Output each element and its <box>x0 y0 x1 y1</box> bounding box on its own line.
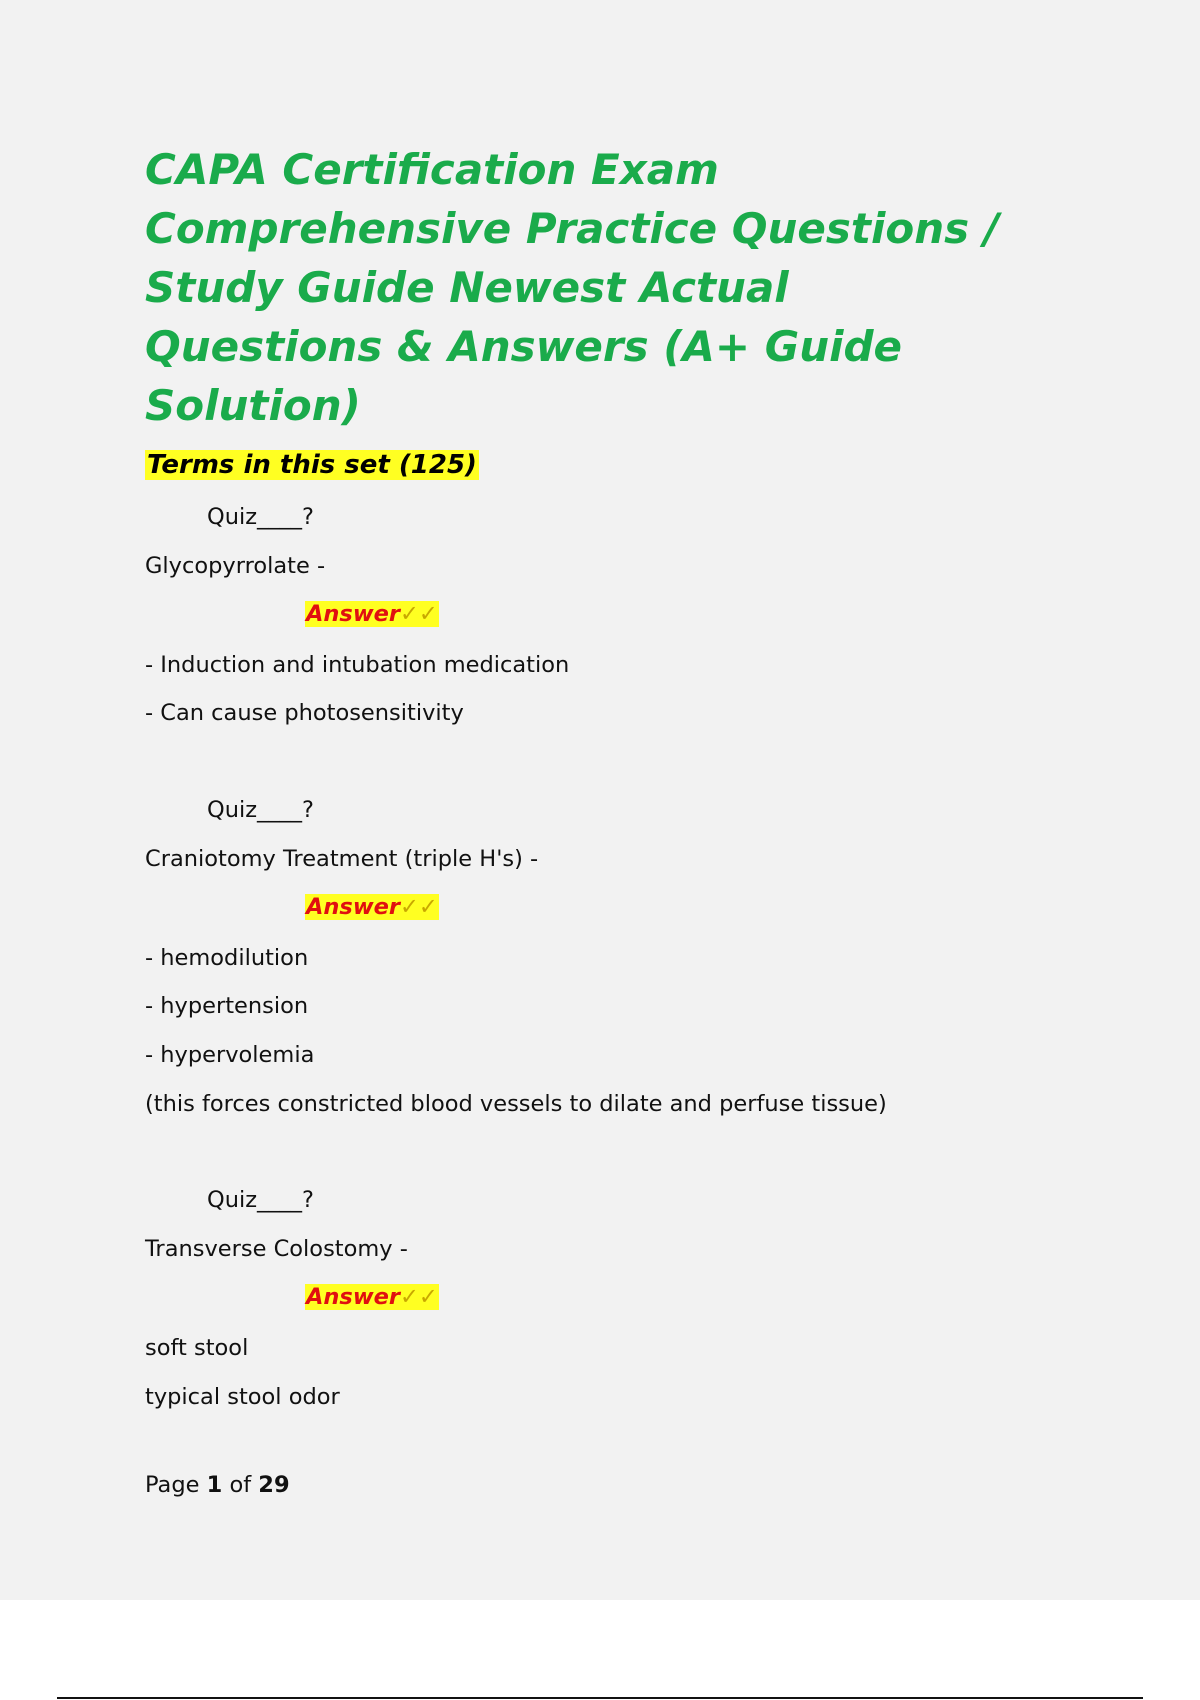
check-marks-icon: ✓✓ <box>399 894 438 921</box>
page-total: 29 <box>258 1472 290 1498</box>
answer-badge <box>305 601 439 627</box>
check-marks-icon: ✓✓ <box>399 1284 438 1311</box>
check-marks-icon: ✓✓ <box>399 601 438 628</box>
answer-label: Answer <box>306 894 400 921</box>
answer-badge <box>305 1284 439 1310</box>
question-card <box>145 493 1085 738</box>
question-card <box>145 1176 1085 1421</box>
title-line: Study Guide Newest Actual <box>145 263 789 312</box>
answer-badge <box>305 894 439 920</box>
question-list <box>145 493 1085 1421</box>
answer-line: - hypervolemia <box>145 1041 315 1068</box>
answer-line: (this forces constricted blood vessels to dilate and perfuse tissue) <box>145 1090 887 1117</box>
quiz-label: Quiz____? <box>207 504 314 530</box>
question-term: Transverse Colostomy - <box>145 1235 408 1262</box>
page-current: 1 <box>206 1472 223 1498</box>
document-title <box>145 140 1085 435</box>
answer-label: Answer <box>306 1284 400 1311</box>
answer-line: - hypertension <box>145 993 309 1020</box>
answer-label: Answer <box>306 601 400 628</box>
title-line: Solution) <box>145 381 361 430</box>
bottom-divider <box>57 1697 1143 1699</box>
question-card <box>145 786 1085 1128</box>
answer-line: soft stool <box>145 1334 249 1361</box>
answer-row <box>145 590 1085 641</box>
terms-count-label: Terms in this set (125) <box>147 450 477 480</box>
title-line: Questions & Answers (A+ Guide <box>145 322 903 371</box>
answer-line: - Induction and intubation medication <box>145 651 570 678</box>
answer-row <box>145 883 1085 934</box>
quiz-label: Quiz____? <box>207 796 314 823</box>
answer-line: - hemodilution <box>145 944 309 971</box>
page-of: of <box>229 1472 252 1498</box>
page-prefix: Page <box>145 1472 200 1498</box>
question-term: Craniotomy Treatment (triple H's) - <box>145 845 539 872</box>
question-term: Glycopyrrolate - <box>145 552 326 579</box>
title-line: Comprehensive Practice Questions / <box>145 204 1000 253</box>
quiz-label: Quiz____? <box>207 1187 314 1214</box>
answer-row <box>145 1273 1085 1324</box>
answer-line: typical stool odor <box>145 1383 340 1410</box>
page-footer <box>145 1465 290 1505</box>
answer-line: - Can cause photosensitivity <box>145 700 464 727</box>
page-content <box>145 140 1085 1469</box>
title-line: CAPA Certification Exam <box>145 145 719 194</box>
terms-count-heading <box>145 445 1085 485</box>
